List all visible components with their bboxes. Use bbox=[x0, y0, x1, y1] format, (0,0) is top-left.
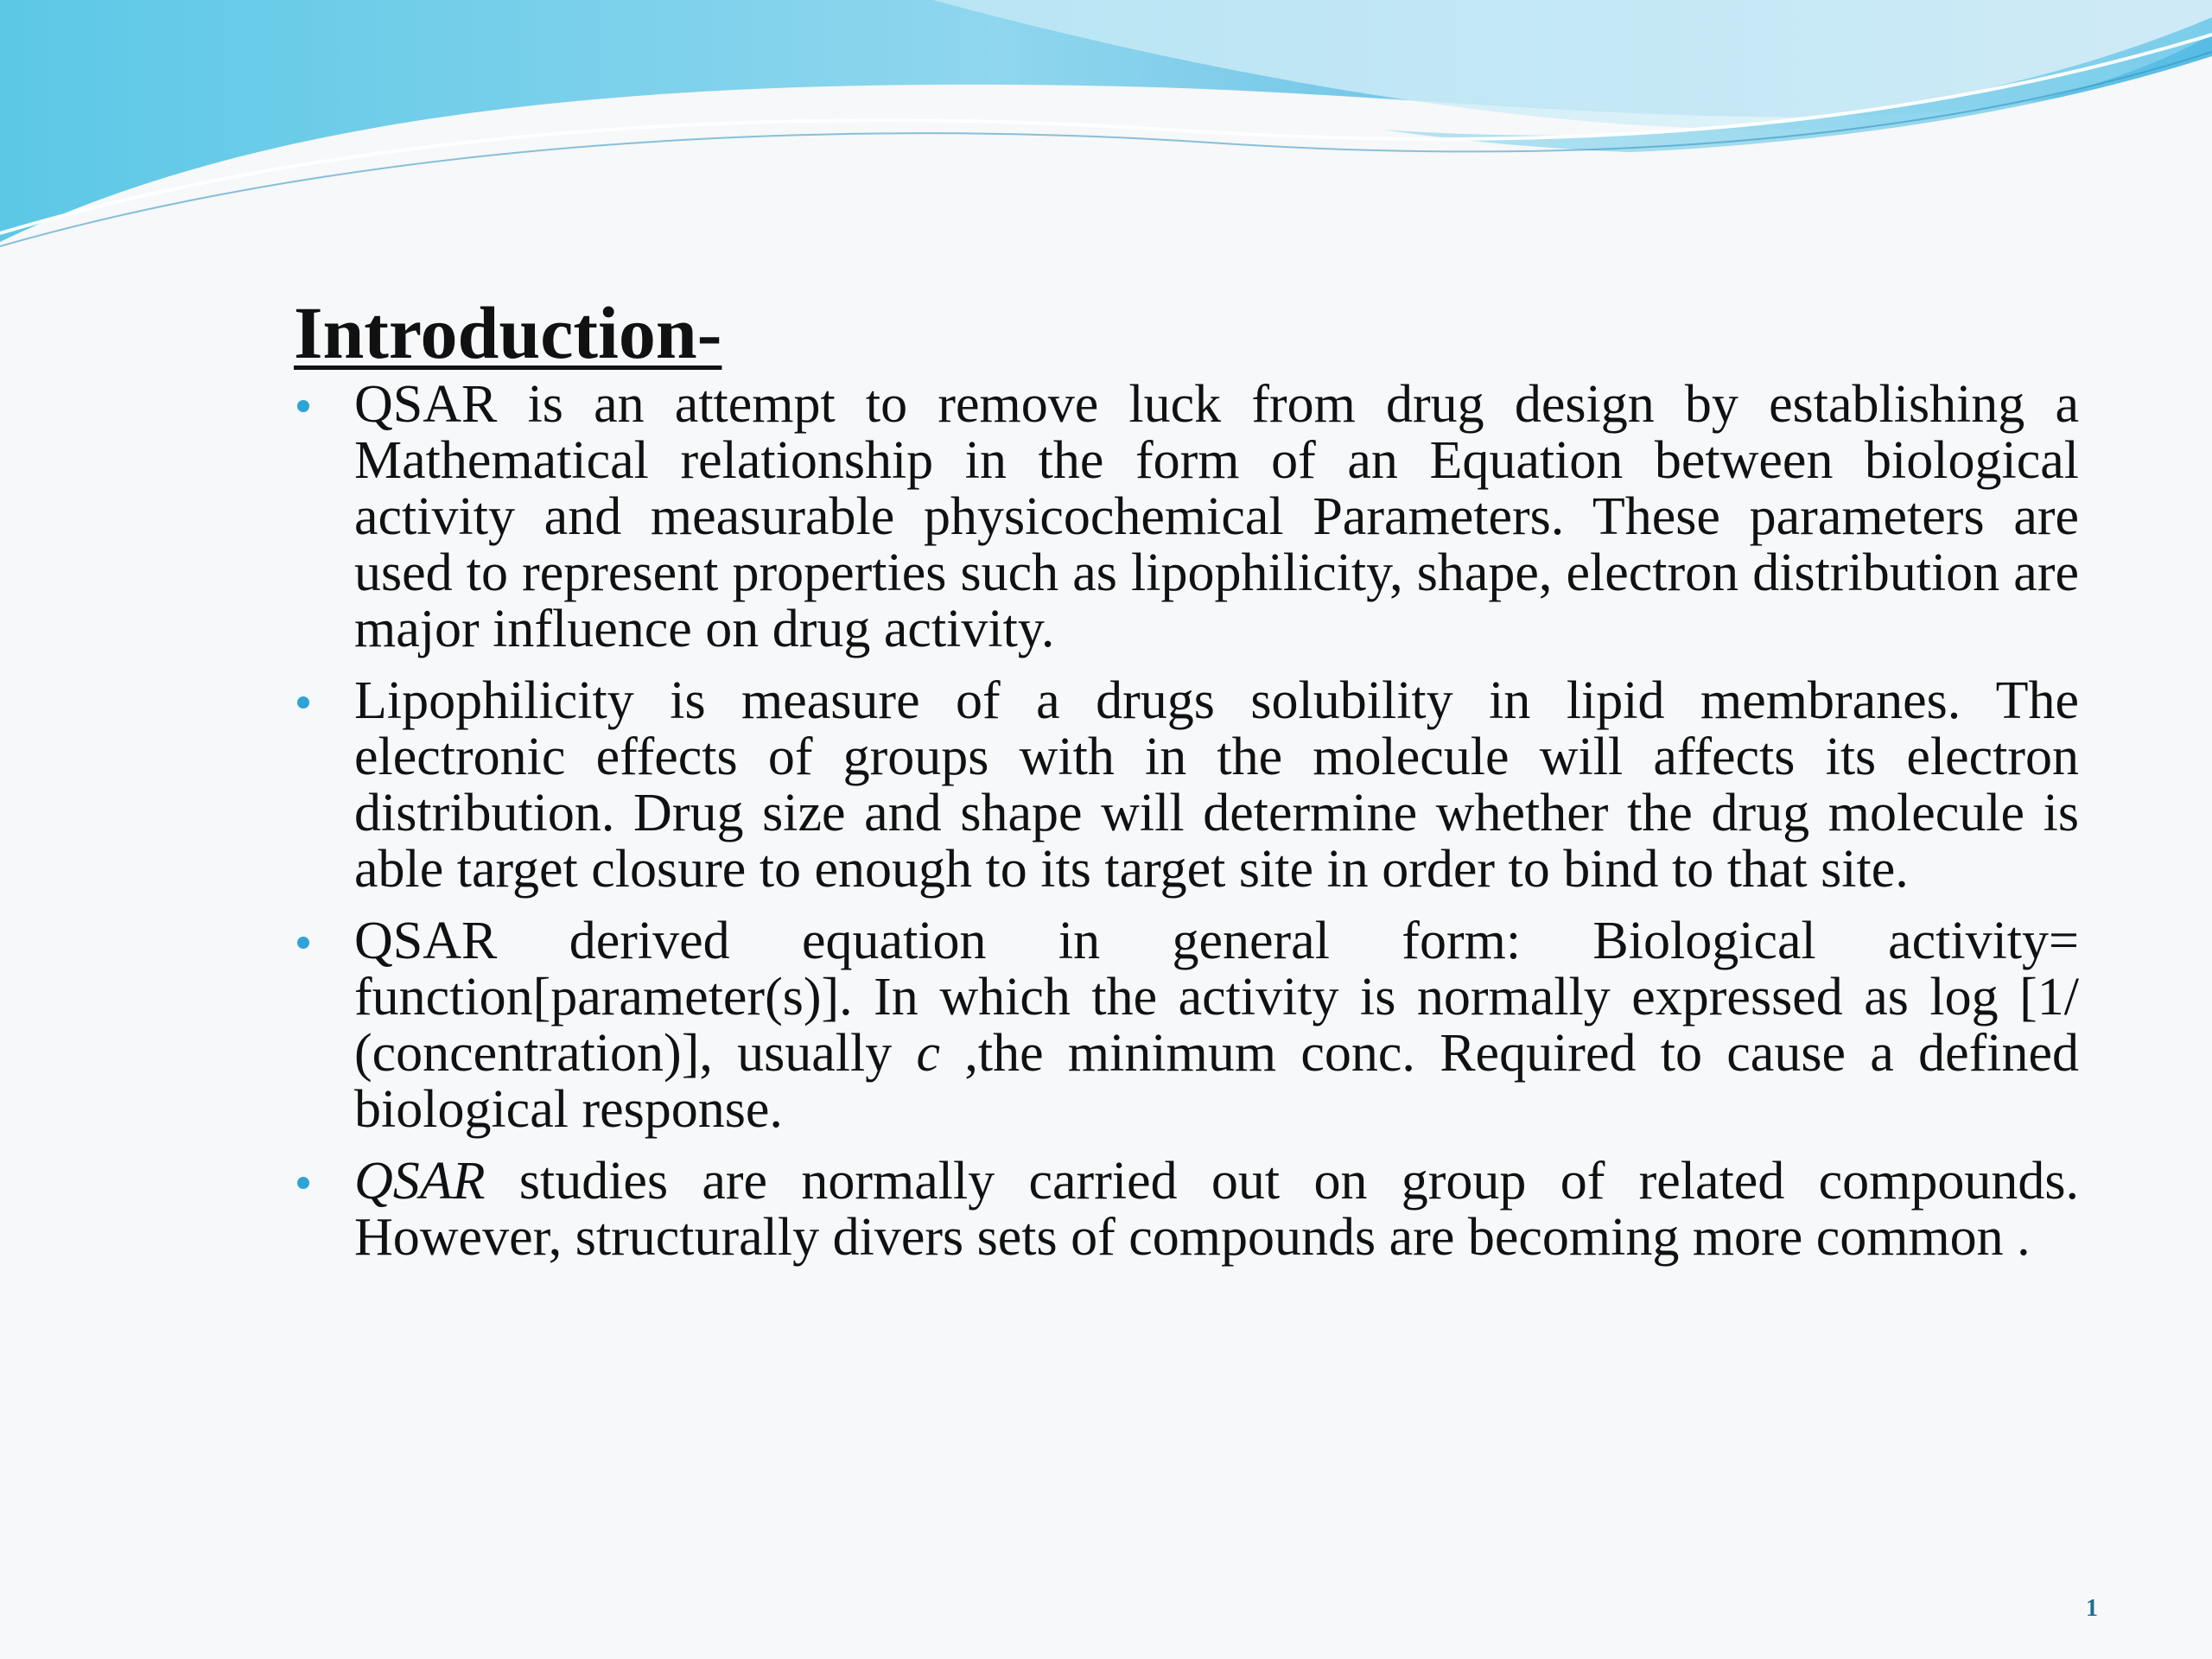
bullet-text bbox=[354, 1152, 2079, 1267]
slide-title: Introduction- bbox=[294, 291, 722, 374]
page-number: 1 bbox=[2086, 1595, 2098, 1622]
bullet-dot-icon bbox=[297, 400, 309, 412]
bullet-text-part: studies are normally carried out on group of related compounds. However, structurally divers sets of compounds are becoming more common . bbox=[354, 1152, 2079, 1268]
bullet-item bbox=[294, 377, 2079, 658]
bullet-item bbox=[294, 913, 2079, 1138]
bullet-dot-icon bbox=[297, 1177, 309, 1189]
bullet-text-part: QSAR derived equation in general form: Biological activity= function[parameter(s)]. In which the activity is normally expressed as log [1/ (concentration)], usually bbox=[354, 912, 2079, 1084]
bullet-list bbox=[294, 377, 2079, 1266]
bullet-dot-icon bbox=[297, 696, 309, 709]
header-wave-decoration bbox=[0, 0, 2212, 259]
slide-content bbox=[294, 291, 2079, 1281]
bullet-text-italic: QSAR bbox=[354, 1152, 486, 1211]
bullet-text-part: ,the minimum conc. Required to cause a defined biological response. bbox=[354, 1024, 2079, 1140]
bullet-text-italic: c bbox=[916, 1024, 941, 1084]
bullet-item bbox=[294, 1154, 2079, 1266]
bullet-text: QSAR is an attempt to remove luck from drug design by establishing a Mathematical relationship in the form of an Equation between biological activity and measurable physicochemical Parameters. These parameters are used to represent properties such as lipophilicity, shape, electron distribution are major influence on drug activity. bbox=[354, 375, 2079, 659]
bullet-text bbox=[354, 912, 2079, 1139]
bullet-item bbox=[294, 673, 2079, 898]
bullet-dot-icon bbox=[297, 937, 309, 949]
bullet-text: Lipophilicity is measure of a drugs solubility in lipid membranes. The electronic effects of groups with in the molecule will affects its electron distribution. Drug size and shape will determine whether the drug molecule is able target closure to enough to its target site in order to bind to that site. bbox=[354, 671, 2079, 899]
